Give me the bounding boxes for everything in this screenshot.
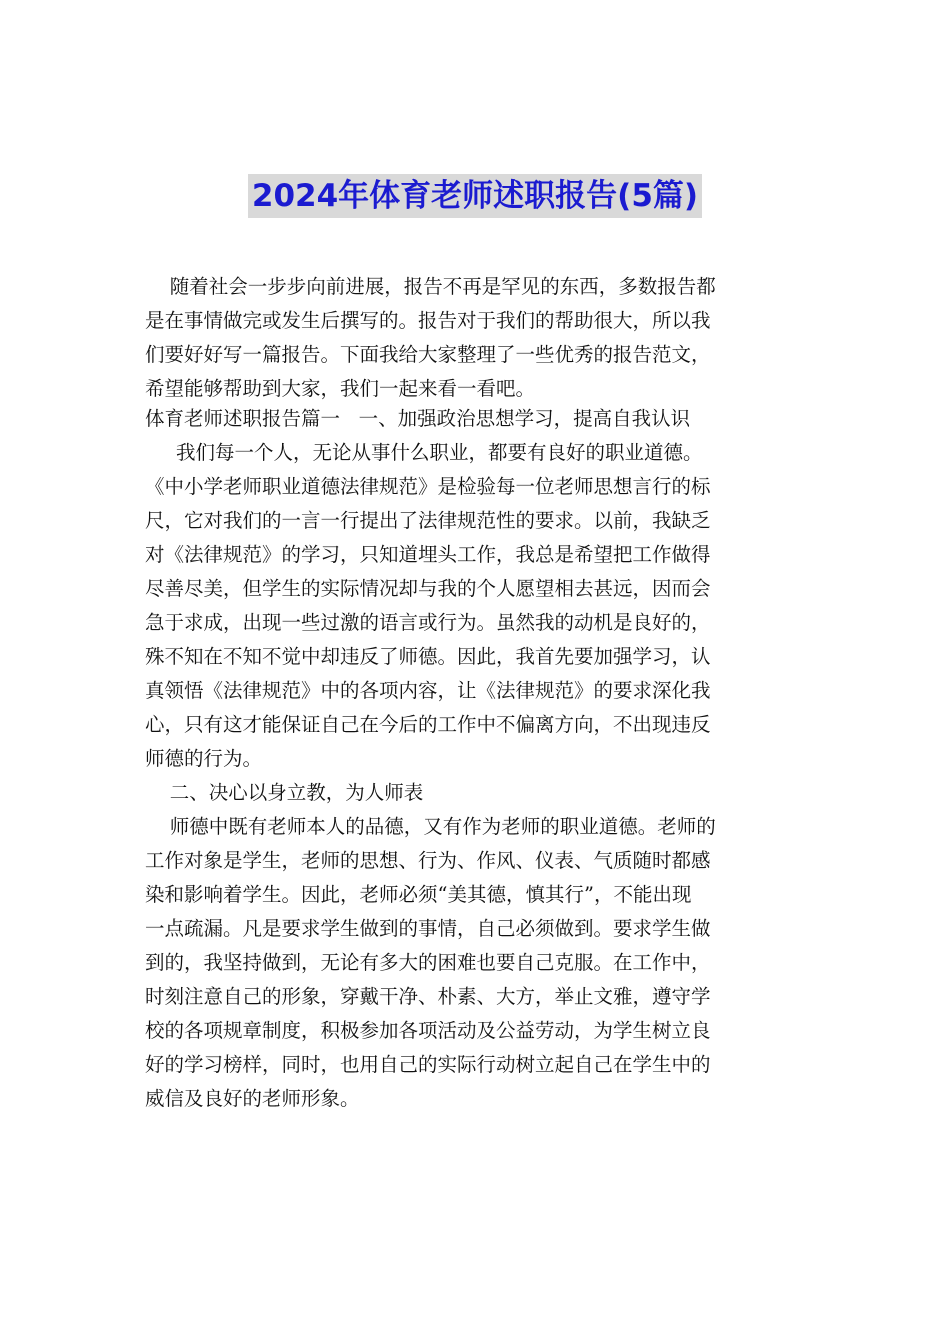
- body-line: 到的，我坚持做到，无论有多大的困难也要自己克服。在工作中，: [145, 951, 711, 974]
- body-line: 我们每一个人，无论从事什么职业，都要有良好的职业道德。: [145, 441, 703, 464]
- body-line: 尺，它对我们的一言一行提出了法律规范性的要求。以前，我缺乏: [145, 509, 711, 532]
- body-line: 殊不知在不知不觉中却违反了师德。因此，我首先要加强学习，认: [145, 645, 711, 668]
- section-heading-line: 二、决心以身立教，为人师表: [145, 781, 424, 804]
- body-line: 校的各项规章制度，积极参加各项活动及公益劳动，为学生树立良: [145, 1019, 711, 1042]
- body-line: 对《法律规范》的学习，只知道埋头工作，我总是希望把工作做得: [145, 543, 711, 566]
- body-line: 好的学习榜样，同时，也用自己的实际行动树立起自己在学生中的: [145, 1053, 711, 1076]
- body-line: 真领悟《法律规范》中的各项内容，让《法律规范》的要求深化我: [145, 679, 711, 702]
- body-line: 工作对象是学生，老师的思想、行为、作风、仪表、气质随时都感: [145, 849, 711, 872]
- title-container: [0, 174, 950, 218]
- body-line: 一点疏漏。凡是要求学生做到的事情，自己必须做到。要求学生做: [145, 917, 711, 940]
- body-line: 急于求成，出现一些过激的语言或行为。虽然我的动机是良好的，: [145, 611, 711, 634]
- body-line: 威信及良好的老师形象。: [145, 1087, 360, 1110]
- body-line: 希望能够帮助到大家，我们一起来看一看吧。: [145, 377, 536, 400]
- body-line: 师德的行为。: [145, 747, 263, 770]
- body-line: 心，只有这才能保证自己在今后的工作中不偏离方向，不出现违反: [145, 713, 711, 736]
- body-line: 师德中既有老师本人的品德，又有作为老师的职业道德。老师的: [145, 815, 716, 838]
- document-body: [145, 270, 809, 1116]
- body-line: 时刻注意自己的形象，穿戴干净、朴素、大方，举止文雅，遵守学: [145, 985, 711, 1008]
- section-heading-line: 体育老师述职报告篇一 一、加强政治思想学习，提高自我认识: [145, 407, 691, 430]
- body-line: 是在事情做完或发生后撰写的。报告对于我们的帮助很大，所以我: [145, 309, 711, 332]
- body-line: 尽善尽美，但学生的实际情况却与我的个人愿望相去甚远，因而会: [145, 577, 711, 600]
- body-line: 们要好好写一篇报告。下面我给大家整理了一些优秀的报告范文，: [145, 343, 711, 366]
- body-line: 随着社会一步步向前进展，报告不再是罕见的东西，多数报告都: [145, 275, 716, 298]
- document-title: 2024年体育老师述职报告(5篇): [248, 174, 702, 218]
- body-line: 染和影响着学生。因此，老师必须“美其德，慎其行”，不能出现: [145, 883, 692, 906]
- body-line: 《中小学老师职业道德法律规范》是检验每一位老师思想言行的标: [145, 475, 711, 498]
